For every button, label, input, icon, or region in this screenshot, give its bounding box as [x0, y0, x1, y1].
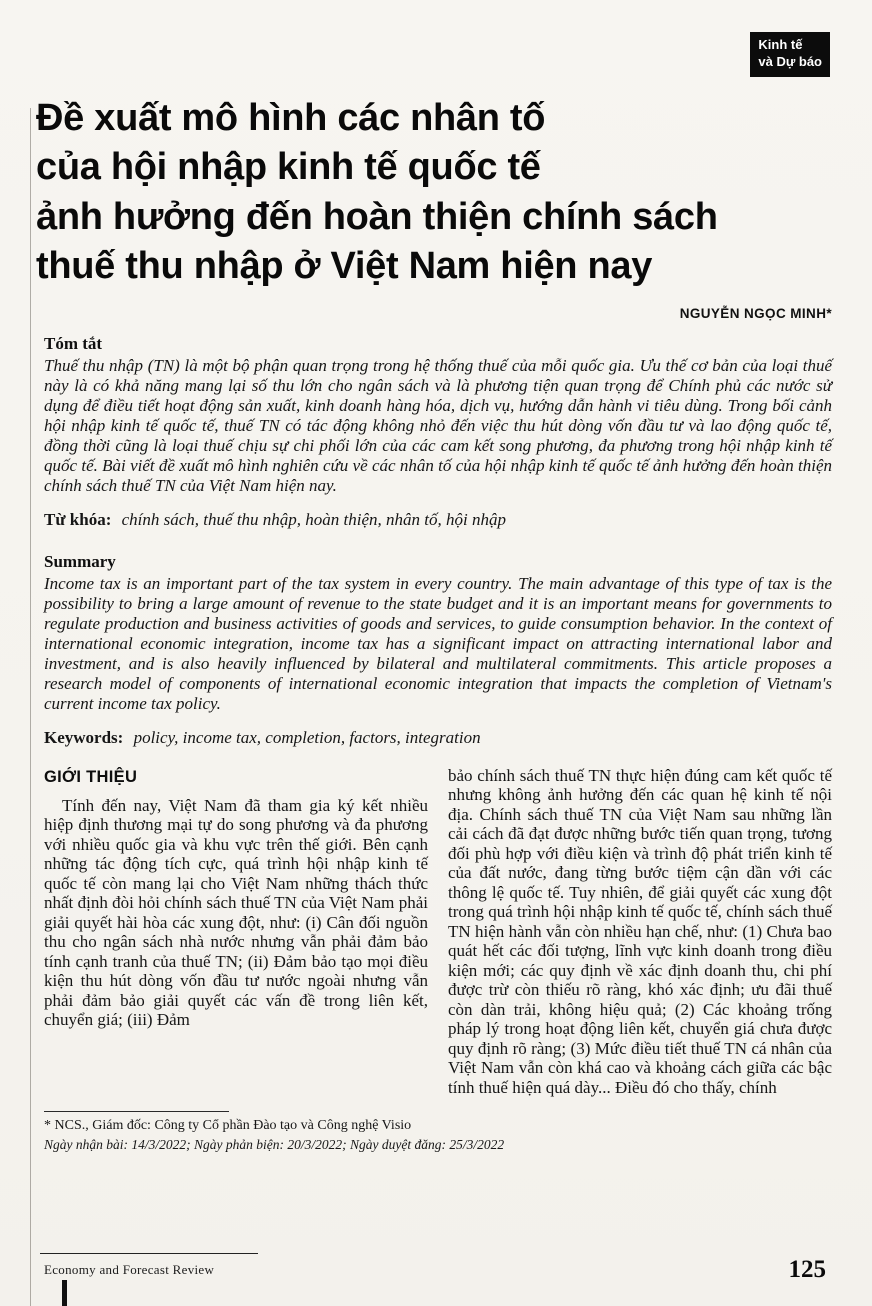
- summary-text: Income tax is an important part of the tax system in every country. The main advantage of this type of tax is the possibility to bring a large amount of revenue to the state budget and it is an important means for governments to regulate production and business activities of goods and services, to guide consumption behavior. In the context of international economic integration, income tax has a significant impact on attracting international labor and investment, and is also heavily influenced by bilateral and multilateral commitments. This article proposes a research model of components of international economic integration that impacts the completion of Vietnam's current income tax policy.: [44, 573, 832, 713]
- summary-heading: Summary: [44, 551, 116, 571]
- keywords-vi: [44, 510, 832, 530]
- footnote-dates: Ngày nhận bài: 14/3/2022; Ngày phản biện: 20/3/2022; Ngày duyệt đăng: 25/3/2022: [44, 1137, 505, 1153]
- abstract-heading: Tóm tắt: [44, 333, 103, 353]
- footer-journal-name: Economy and Forecast Review: [44, 1262, 215, 1277]
- keywords-en-label: Keywords:: [44, 727, 124, 747]
- journal-badge-line1: Kinh tế: [758, 37, 803, 52]
- article-title: [36, 94, 832, 292]
- article-title-line-3: ảnh hưởng đến hoàn thiện chính sách: [36, 195, 718, 238]
- article-title-line-1: Đề xuất mô hình các nhân tố: [36, 97, 546, 139]
- keywords-vi-text: chính sách, thuế thu nhập, hoàn thiện, nhân tố, hội nhập: [121, 509, 506, 529]
- article-title-line-4: thuế thu nhập ở Việt Nam hiện nay: [36, 245, 653, 288]
- left-column-text: Tính đến nay, Việt Nam đã tham gia ký kết nhiều hiệp định thương mại tự do song phương và đa phương với nhiều quốc gia và khu vực trên thế giới. Bên cạnh những tác động tích cực, quá trình hội nhập kinh tế quốc tế còn mang lại cho Việt Nam những thách thức nhất định đòi hỏi chính sách thuế TN của Việt Nam phải giải quyết hài hòa các xung đột, như: (i) Cân đối nguồn thu cho ngân sách nhà nước nhưng vẫn phải đảm bảo tính cạnh tranh của thuế TN; (ii) Đảm bảo tạo mọi điều kiện thu hút dòng vốn đầu tư nước ngoài nhưng vẫn phải đảm bảo giải quyết các vấn đề trong liên kết, chuyển giá; (iii) Đảm: [44, 795, 428, 1030]
- footer-rule: [40, 1253, 258, 1255]
- journal-badge: [750, 32, 830, 77]
- keywords-vi-label: Từ khóa:: [44, 509, 112, 529]
- footnote-affiliation: * NCS., Giám đốc: Công ty Cổ phần Đào tạo và Công nghệ Visio: [44, 1118, 412, 1134]
- keywords-en: [44, 728, 832, 748]
- right-column-text: bảo chính sách thuế TN thực hiện đúng cam kết quốc tế nhưng không ảnh hưởng đến các quan hệ kinh tế nội địa. Chính sách thuế TN của Việt Nam sau những lần cải cách đã đạt được những bước tiến quan trọng, tương đối phù hợp với điều kiện và trình độ phát triển kinh tế của đất nước, đang từng bước tiệm cận dần với các thông lệ quốc tế. Tuy nhiên, để giải quyết các xung đột trong quá trình hội nhập kinh tế quốc tế, chính sách thuế TN hiện hành vẫn còn nhiều hạn chế, như: (1) Chưa bao quát hết các đối tượng, lĩnh vực kinh doanh trong điều kiện mới; các quy định về xác định doanh thu, chi phí được trừ còn thiếu rõ ràng, khó xác định; ưu đãi thuế còn dàn trải, không hiệu quả; (2) Các khoảng trống pháp lý trong hoạt động liên kết, chuyển giá chưa được quy định rõ ràng; (3) Mức điều tiết thuế TN cá nhân của Việt Nam vẫn còn khá cao và khoảng cách giữa các bậc tính thuế hiện quá dày... Điều đó cho thấy, chính: [448, 765, 832, 1097]
- page-number: 125: [788, 1256, 826, 1283]
- author-name: NGUYỄN NGỌC MINH*: [679, 305, 832, 321]
- right-column: [448, 766, 832, 1098]
- scan-corner-mark: [62, 1280, 67, 1306]
- journal-badge-line2: và Dự báo: [758, 53, 822, 69]
- introduction-heading: GIỚI THIỆU: [44, 767, 138, 786]
- page-content: [0, 94, 872, 1153]
- abstract-text: Thuế thu nhập (TN) là một bộ phận quan trọng trong hệ thống thuế của mỗi quốc gia. Ưu thế cơ bản của loại thuế này là có khả năng mang lại số thu lớn cho ngân sách và là phương tiện quan trọng để Chính phủ các nước sử dụng để điều tiết hoạt động sản xuất, kinh doanh hàng hóa, dịch vụ, hướng dẫn hành vi tiêu dùng. Trong bối cảnh hội nhập kinh tế quốc tế, thuế TN có tác động không nhỏ đến việc thu hút dòng vốn đầu tư và lao động quốc tế, đồng thời cũng là loại thuế chịu sự chi phối lớn của các cam kết song phương, đa phương trong hội nhập kinh tế quốc tế. Bài viết đề xuất mô hình nghiên cứu về các nhân tố của hội nhập kinh tế quốc tế ảnh hưởng đến hoàn thiện chính sách thuế TN của Việt Nam hiện nay.: [44, 355, 832, 495]
- article-title-line-2: của hội nhập kinh tế quốc tế: [36, 146, 541, 189]
- body-columns: [44, 766, 832, 1098]
- footnote: [44, 1111, 832, 1153]
- left-column: [44, 766, 428, 1098]
- footnote-rule: [44, 1111, 229, 1112]
- keywords-en-text: policy, income tax, completion, factors, integration: [133, 727, 481, 747]
